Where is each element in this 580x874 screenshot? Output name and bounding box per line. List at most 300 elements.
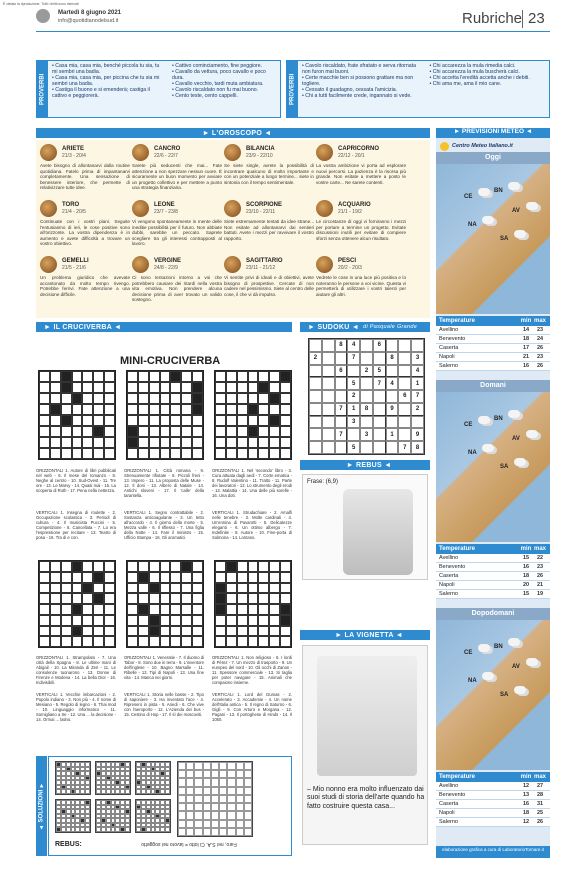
crossword-cell[interactable] bbox=[226, 615, 237, 626]
crossword-cell[interactable] bbox=[192, 604, 203, 615]
crossword-cell[interactable] bbox=[258, 393, 269, 404]
crossword-cell[interactable] bbox=[181, 626, 192, 637]
crossword-cell[interactable] bbox=[82, 604, 93, 615]
crossword-cell[interactable] bbox=[82, 393, 93, 404]
sudoku-cell[interactable] bbox=[335, 441, 348, 454]
crossword-cell[interactable] bbox=[226, 404, 237, 415]
crossword-cell[interactable] bbox=[104, 371, 115, 382]
sudoku-cell[interactable] bbox=[309, 441, 322, 454]
crossword-cell[interactable] bbox=[127, 626, 138, 637]
crossword-cell[interactable] bbox=[226, 393, 237, 404]
crossword-cell[interactable] bbox=[93, 448, 104, 459]
crossword-cell[interactable] bbox=[72, 615, 83, 626]
crossword-cell[interactable] bbox=[237, 382, 248, 393]
crossword-cell[interactable] bbox=[215, 615, 226, 626]
sudoku-cell[interactable] bbox=[411, 416, 424, 429]
crossword-cell[interactable] bbox=[181, 415, 192, 426]
crossword-cell[interactable] bbox=[82, 415, 93, 426]
sudoku-cell[interactable]: 2 bbox=[309, 352, 322, 365]
crossword-cell[interactable] bbox=[93, 604, 104, 615]
sudoku-cell[interactable]: 4 bbox=[347, 339, 360, 352]
crossword-cell[interactable] bbox=[39, 437, 50, 448]
crossword-cell[interactable] bbox=[170, 626, 181, 637]
sudoku-cell[interactable] bbox=[322, 377, 335, 390]
sudoku-cell[interactable] bbox=[398, 365, 411, 378]
crossword-cell[interactable] bbox=[39, 448, 50, 459]
sudoku-cell[interactable]: 7 bbox=[347, 352, 360, 365]
crossword-cell[interactable] bbox=[181, 636, 192, 647]
crossword-cell[interactable] bbox=[50, 604, 61, 615]
sudoku-cell[interactable] bbox=[386, 416, 399, 429]
sudoku-cell[interactable] bbox=[360, 352, 373, 365]
sudoku-cell[interactable] bbox=[322, 416, 335, 429]
sudoku-cell[interactable] bbox=[360, 416, 373, 429]
crossword-cell[interactable] bbox=[104, 393, 115, 404]
crossword-cell[interactable] bbox=[280, 426, 291, 437]
crossword-cell[interactable] bbox=[237, 593, 248, 604]
crossword-cell[interactable] bbox=[93, 572, 104, 583]
sudoku-cell[interactable] bbox=[398, 428, 411, 441]
sudoku-cell[interactable] bbox=[309, 416, 322, 429]
sudoku-cell[interactable]: 7 bbox=[335, 428, 348, 441]
crossword-cell[interactable] bbox=[258, 572, 269, 583]
crossword-cell[interactable] bbox=[82, 382, 93, 393]
sudoku-cell[interactable] bbox=[335, 416, 348, 429]
crossword-cell[interactable] bbox=[138, 371, 149, 382]
crossword-cell[interactable] bbox=[280, 415, 291, 426]
crossword-cell[interactable] bbox=[50, 415, 61, 426]
crossword-cell[interactable] bbox=[138, 561, 149, 572]
crossword-cell[interactable] bbox=[61, 561, 72, 572]
crossword-cell[interactable] bbox=[269, 393, 280, 404]
sudoku-cell[interactable]: 5 bbox=[347, 377, 360, 390]
crossword-cell[interactable] bbox=[93, 426, 104, 437]
crossword-cell[interactable] bbox=[237, 415, 248, 426]
crossword-cell[interactable] bbox=[269, 448, 280, 459]
sudoku-cell[interactable] bbox=[386, 365, 399, 378]
crossword-cell[interactable] bbox=[269, 604, 280, 615]
sudoku-cell[interactable] bbox=[335, 390, 348, 403]
crossword-cell[interactable] bbox=[160, 583, 171, 594]
crossword-cell[interactable] bbox=[269, 371, 280, 382]
crossword-cell[interactable] bbox=[170, 636, 181, 647]
sudoku-cell[interactable]: 2 bbox=[411, 403, 424, 416]
crossword-cell[interactable] bbox=[104, 561, 115, 572]
crossword-cell[interactable] bbox=[248, 593, 259, 604]
crossword-cell[interactable] bbox=[93, 615, 104, 626]
crossword-cell[interactable] bbox=[258, 415, 269, 426]
crossword-cell[interactable] bbox=[160, 636, 171, 647]
crossword-cell[interactable] bbox=[138, 615, 149, 626]
sudoku-cell[interactable] bbox=[373, 441, 386, 454]
sudoku-cell[interactable] bbox=[309, 339, 322, 352]
crossword-cell[interactable] bbox=[104, 426, 115, 437]
crossword-cell[interactable] bbox=[248, 371, 259, 382]
crossword-cell[interactable] bbox=[258, 426, 269, 437]
crossword-cell[interactable] bbox=[138, 382, 149, 393]
sudoku-cell[interactable]: 6 bbox=[398, 390, 411, 403]
crossword-cell[interactable] bbox=[61, 593, 72, 604]
crossword-cell[interactable] bbox=[149, 604, 160, 615]
crossword-cell[interactable] bbox=[215, 593, 226, 604]
crossword-cell[interactable] bbox=[149, 437, 160, 448]
sudoku-cell[interactable]: 7 bbox=[373, 377, 386, 390]
crossword-cell[interactable] bbox=[226, 448, 237, 459]
crossword-cell[interactable] bbox=[280, 604, 291, 615]
crossword-cell[interactable] bbox=[138, 593, 149, 604]
crossword-cell[interactable] bbox=[237, 636, 248, 647]
crossword-cell[interactable] bbox=[280, 404, 291, 415]
crossword-cell[interactable] bbox=[149, 382, 160, 393]
crossword-cell[interactable] bbox=[61, 371, 72, 382]
crossword-cell[interactable] bbox=[72, 404, 83, 415]
crossword-cell[interactable] bbox=[170, 561, 181, 572]
crossword-cell[interactable] bbox=[72, 371, 83, 382]
crossword-cell[interactable] bbox=[72, 561, 83, 572]
sudoku-cell[interactable] bbox=[360, 441, 373, 454]
sudoku-cell[interactable]: 6 bbox=[373, 339, 386, 352]
crossword-cell[interactable] bbox=[72, 626, 83, 637]
crossword-cell[interactable] bbox=[104, 583, 115, 594]
crossword-cell[interactable] bbox=[192, 615, 203, 626]
sudoku-cell[interactable]: 2 bbox=[347, 390, 360, 403]
crossword-cell[interactable] bbox=[50, 426, 61, 437]
crossword-cell[interactable] bbox=[160, 404, 171, 415]
crossword-cell[interactable] bbox=[181, 615, 192, 626]
crossword-cell[interactable] bbox=[82, 437, 93, 448]
crossword-cell[interactable] bbox=[50, 561, 61, 572]
crossword-cell[interactable] bbox=[226, 561, 237, 572]
crossword-cell[interactable] bbox=[248, 382, 259, 393]
crossword-cell[interactable] bbox=[258, 448, 269, 459]
crossword-cell[interactable] bbox=[50, 636, 61, 647]
crossword-cell[interactable] bbox=[192, 382, 203, 393]
sudoku-cell[interactable] bbox=[347, 365, 360, 378]
sudoku-cell[interactable]: 1 bbox=[411, 377, 424, 390]
crossword-cell[interactable] bbox=[50, 404, 61, 415]
sudoku-cell[interactable]: 8 bbox=[335, 339, 348, 352]
crossword-cell[interactable] bbox=[170, 371, 181, 382]
sudoku-cell[interactable] bbox=[386, 339, 399, 352]
sudoku-cell[interactable]: 6 bbox=[335, 365, 348, 378]
crossword-cell[interactable] bbox=[72, 604, 83, 615]
crossword-cell[interactable] bbox=[280, 626, 291, 637]
crossword-cell[interactable] bbox=[72, 426, 83, 437]
crossword-cell[interactable] bbox=[93, 636, 104, 647]
crossword-cell[interactable] bbox=[160, 572, 171, 583]
crossword-cell[interactable] bbox=[181, 572, 192, 583]
crossword-cell[interactable] bbox=[82, 561, 93, 572]
crossword-cell[interactable] bbox=[170, 572, 181, 583]
sudoku-cell[interactable] bbox=[398, 416, 411, 429]
crossword-cell[interactable] bbox=[93, 561, 104, 572]
crossword-cell[interactable] bbox=[61, 415, 72, 426]
crossword-cell[interactable] bbox=[170, 393, 181, 404]
crossword-cell[interactable] bbox=[237, 371, 248, 382]
crossword-cell[interactable] bbox=[39, 561, 50, 572]
crossword-cell[interactable] bbox=[127, 615, 138, 626]
crossword-cell[interactable] bbox=[149, 583, 160, 594]
crossword-cell[interactable] bbox=[149, 426, 160, 437]
crossword-cell[interactable] bbox=[93, 593, 104, 604]
crossword-cell[interactable] bbox=[226, 382, 237, 393]
crossword-cell[interactable] bbox=[226, 371, 237, 382]
sudoku-cell[interactable] bbox=[373, 416, 386, 429]
crossword-cell[interactable] bbox=[248, 448, 259, 459]
crossword-cell[interactable] bbox=[50, 583, 61, 594]
crossword-cell[interactable] bbox=[237, 404, 248, 415]
crossword-cell[interactable] bbox=[192, 415, 203, 426]
crossword-cell[interactable] bbox=[50, 371, 61, 382]
crossword-cell[interactable] bbox=[258, 437, 269, 448]
crossword-cell[interactable] bbox=[170, 448, 181, 459]
sudoku-cell[interactable] bbox=[398, 377, 411, 390]
sudoku-cell[interactable]: 7 bbox=[335, 403, 348, 416]
crossword-cell[interactable] bbox=[50, 593, 61, 604]
crossword-cell[interactable] bbox=[237, 393, 248, 404]
crossword-cell[interactable] bbox=[237, 437, 248, 448]
crossword-cell[interactable] bbox=[280, 593, 291, 604]
crossword-cell[interactable] bbox=[82, 371, 93, 382]
crossword-cell[interactable] bbox=[93, 371, 104, 382]
sudoku-cell[interactable] bbox=[322, 403, 335, 416]
crossword-cell[interactable] bbox=[280, 382, 291, 393]
crossword-cell[interactable] bbox=[160, 561, 171, 572]
crossword-cell[interactable] bbox=[127, 371, 138, 382]
crossword-cell[interactable] bbox=[149, 404, 160, 415]
crossword-cell[interactable] bbox=[138, 626, 149, 637]
crossword-cell[interactable] bbox=[93, 626, 104, 637]
crossword-cell[interactable] bbox=[170, 415, 181, 426]
crossword-cell[interactable] bbox=[170, 593, 181, 604]
sudoku-cell[interactable] bbox=[373, 390, 386, 403]
sudoku-cell[interactable]: 9 bbox=[411, 428, 424, 441]
sudoku-cell[interactable] bbox=[309, 365, 322, 378]
crossword-cell[interactable] bbox=[181, 561, 192, 572]
crossword-cell[interactable] bbox=[138, 604, 149, 615]
crossword-cell[interactable] bbox=[127, 415, 138, 426]
crossword-cell[interactable] bbox=[160, 382, 171, 393]
crossword-cell[interactable] bbox=[149, 572, 160, 583]
crossword-cell[interactable] bbox=[61, 448, 72, 459]
crossword-cell[interactable] bbox=[248, 626, 259, 637]
crossword-cell[interactable] bbox=[104, 626, 115, 637]
sudoku-cell[interactable] bbox=[347, 428, 360, 441]
sudoku-cell[interactable]: 8 bbox=[411, 441, 424, 454]
crossword-cell[interactable] bbox=[248, 615, 259, 626]
crossword-cell[interactable] bbox=[248, 437, 259, 448]
crossword-cell[interactable] bbox=[39, 371, 50, 382]
crossword-cell[interactable] bbox=[39, 604, 50, 615]
sudoku-cell[interactable]: 7 bbox=[398, 441, 411, 454]
crossword-cell[interactable] bbox=[248, 393, 259, 404]
crossword-cell[interactable] bbox=[61, 626, 72, 637]
sudoku-cell[interactable]: 7 bbox=[411, 390, 424, 403]
sudoku-cell[interactable]: 2 bbox=[360, 365, 373, 378]
crossword-cell[interactable] bbox=[61, 404, 72, 415]
crossword-cell[interactable] bbox=[93, 382, 104, 393]
crossword-cell[interactable] bbox=[237, 572, 248, 583]
crossword-cell[interactable] bbox=[82, 636, 93, 647]
crossword-cell[interactable] bbox=[269, 382, 280, 393]
sudoku-cell[interactable] bbox=[322, 352, 335, 365]
sudoku-cell[interactable] bbox=[322, 441, 335, 454]
crossword-cell[interactable] bbox=[61, 615, 72, 626]
crossword-cell[interactable] bbox=[258, 404, 269, 415]
crossword-cell[interactable] bbox=[160, 426, 171, 437]
sudoku-cell[interactable]: 4 bbox=[411, 365, 424, 378]
sudoku-cell[interactable] bbox=[322, 365, 335, 378]
crossword-cell[interactable] bbox=[61, 583, 72, 594]
crossword-cell[interactable] bbox=[82, 404, 93, 415]
sudoku-cell[interactable] bbox=[386, 441, 399, 454]
sudoku-cell[interactable] bbox=[398, 339, 411, 352]
crossword-cell[interactable] bbox=[258, 593, 269, 604]
sudoku-cell[interactable]: 5 bbox=[373, 365, 386, 378]
sudoku-cell[interactable]: 8 bbox=[360, 403, 373, 416]
sudoku-cell[interactable] bbox=[335, 377, 348, 390]
sudoku-cell[interactable] bbox=[373, 403, 386, 416]
crossword-cell[interactable] bbox=[160, 604, 171, 615]
crossword-cell[interactable] bbox=[248, 572, 259, 583]
crossword-cell[interactable] bbox=[226, 426, 237, 437]
crossword-cell[interactable] bbox=[72, 593, 83, 604]
crossword-cell[interactable] bbox=[39, 393, 50, 404]
crossword-cell[interactable] bbox=[138, 636, 149, 647]
sudoku-cell[interactable]: 1 bbox=[386, 428, 399, 441]
crossword-cell[interactable] bbox=[149, 448, 160, 459]
crossword-cell[interactable] bbox=[127, 437, 138, 448]
crossword-cell[interactable] bbox=[248, 636, 259, 647]
crossword-cell[interactable] bbox=[170, 404, 181, 415]
crossword-cell[interactable] bbox=[269, 636, 280, 647]
crossword-cell[interactable] bbox=[280, 561, 291, 572]
crossword-cell[interactable] bbox=[104, 404, 115, 415]
crossword-cell[interactable] bbox=[269, 626, 280, 637]
sudoku-cell[interactable] bbox=[360, 377, 373, 390]
sudoku-cell[interactable] bbox=[360, 390, 373, 403]
crossword-cell[interactable] bbox=[160, 437, 171, 448]
crossword-cell[interactable] bbox=[170, 604, 181, 615]
crossword-cell[interactable] bbox=[258, 636, 269, 647]
crossword-cell[interactable] bbox=[93, 415, 104, 426]
crossword-cell[interactable] bbox=[269, 615, 280, 626]
crossword-cell[interactable] bbox=[149, 615, 160, 626]
crossword-cell[interactable] bbox=[248, 561, 259, 572]
crossword-cell[interactable] bbox=[93, 583, 104, 594]
crossword-cell[interactable] bbox=[127, 448, 138, 459]
crossword-cell[interactable] bbox=[61, 382, 72, 393]
crossword-cell[interactable] bbox=[215, 393, 226, 404]
crossword-cell[interactable] bbox=[226, 593, 237, 604]
crossword-cell[interactable] bbox=[248, 583, 259, 594]
crossword-cell[interactable] bbox=[50, 572, 61, 583]
crossword-cell[interactable] bbox=[237, 561, 248, 572]
crossword-cell[interactable] bbox=[127, 382, 138, 393]
crossword-cell[interactable] bbox=[138, 415, 149, 426]
crossword-cell[interactable] bbox=[215, 371, 226, 382]
crossword-cell[interactable] bbox=[82, 426, 93, 437]
crossword-cell[interactable] bbox=[215, 604, 226, 615]
crossword-cell[interactable] bbox=[280, 636, 291, 647]
crossword-cell[interactable] bbox=[39, 426, 50, 437]
sudoku-cell[interactable]: 4 bbox=[386, 377, 399, 390]
crossword-cell[interactable] bbox=[160, 615, 171, 626]
crossword-cell[interactable] bbox=[127, 393, 138, 404]
crossword-cell[interactable] bbox=[104, 382, 115, 393]
sudoku-cell[interactable] bbox=[373, 352, 386, 365]
crossword-cell[interactable] bbox=[50, 615, 61, 626]
crossword-cell[interactable] bbox=[160, 371, 171, 382]
crossword-cell[interactable] bbox=[127, 404, 138, 415]
crossword-cell[interactable] bbox=[61, 437, 72, 448]
crossword-cell[interactable] bbox=[258, 626, 269, 637]
crossword-cell[interactable] bbox=[269, 437, 280, 448]
crossword-cell[interactable] bbox=[215, 626, 226, 637]
sudoku-cell[interactable] bbox=[398, 403, 411, 416]
crossword-cell[interactable] bbox=[181, 593, 192, 604]
sudoku-cell[interactable] bbox=[322, 339, 335, 352]
crossword-cell[interactable] bbox=[72, 415, 83, 426]
sudoku-cell[interactable]: 8 bbox=[386, 352, 399, 365]
sudoku-cell[interactable] bbox=[309, 377, 322, 390]
crossword-cell[interactable] bbox=[160, 626, 171, 637]
crossword-cell[interactable] bbox=[149, 371, 160, 382]
crossword-cell[interactable] bbox=[269, 593, 280, 604]
sudoku-cell[interactable] bbox=[360, 339, 373, 352]
crossword-cell[interactable] bbox=[181, 382, 192, 393]
crossword-cell[interactable] bbox=[82, 448, 93, 459]
crossword-cell[interactable] bbox=[248, 404, 259, 415]
sudoku-cell[interactable] bbox=[398, 352, 411, 365]
crossword-cell[interactable] bbox=[50, 393, 61, 404]
sudoku-cell[interactable] bbox=[411, 339, 424, 352]
crossword-cell[interactable] bbox=[104, 415, 115, 426]
crossword-cell[interactable] bbox=[170, 583, 181, 594]
crossword-cell[interactable] bbox=[192, 561, 203, 572]
crossword-cell[interactable] bbox=[226, 604, 237, 615]
crossword-cell[interactable] bbox=[160, 415, 171, 426]
crossword-cell[interactable] bbox=[181, 393, 192, 404]
crossword-cell[interactable] bbox=[170, 382, 181, 393]
crossword-cell[interactable] bbox=[215, 415, 226, 426]
sudoku-cell[interactable]: 3 bbox=[411, 352, 424, 365]
crossword-cell[interactable] bbox=[170, 426, 181, 437]
crossword-cell[interactable] bbox=[269, 561, 280, 572]
crossword-cell[interactable] bbox=[192, 593, 203, 604]
crossword-cell[interactable] bbox=[61, 604, 72, 615]
crossword-cell[interactable] bbox=[72, 572, 83, 583]
crossword-cell[interactable] bbox=[138, 437, 149, 448]
crossword-cell[interactable] bbox=[104, 572, 115, 583]
crossword-cell[interactable] bbox=[39, 615, 50, 626]
crossword-cell[interactable] bbox=[93, 437, 104, 448]
crossword-cell[interactable] bbox=[258, 583, 269, 594]
crossword-cell[interactable] bbox=[160, 448, 171, 459]
crossword-cell[interactable] bbox=[127, 593, 138, 604]
crossword-cell[interactable] bbox=[138, 393, 149, 404]
crossword-cell[interactable] bbox=[192, 404, 203, 415]
crossword-cell[interactable] bbox=[215, 404, 226, 415]
sudoku-cell[interactable] bbox=[309, 403, 322, 416]
crossword-cell[interactable] bbox=[215, 382, 226, 393]
crossword-cell[interactable] bbox=[181, 583, 192, 594]
crossword-cell[interactable] bbox=[149, 636, 160, 647]
crossword-cell[interactable] bbox=[160, 393, 171, 404]
crossword-cell[interactable] bbox=[215, 437, 226, 448]
crossword-cell[interactable] bbox=[258, 604, 269, 615]
crossword-cell[interactable] bbox=[215, 561, 226, 572]
